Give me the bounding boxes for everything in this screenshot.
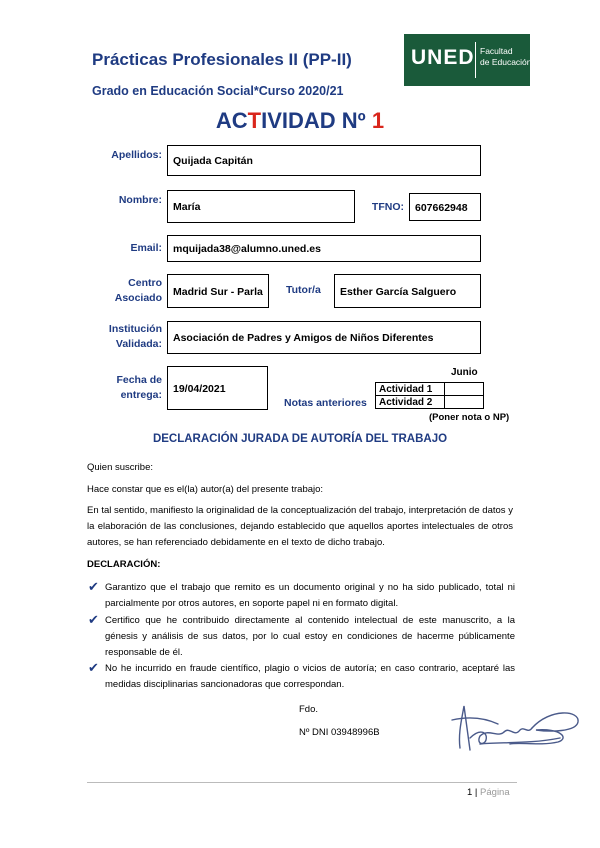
nombre-label: Nombre: <box>118 194 162 206</box>
centro-field[interactable]: Madrid Sur - Parla <box>167 274 269 308</box>
page-title: Prácticas Profesionales II (PP-II) <box>92 50 352 69</box>
declaracion-label: DECLARACIÓN: <box>87 559 161 570</box>
check-icon: ✔ <box>88 612 99 627</box>
activity-number: 1 <box>371 108 385 133</box>
tutor-label: Tutor/a <box>286 284 321 296</box>
check-icon: ✔ <box>88 579 99 594</box>
logo-faculty-line-2: de Educación <box>480 57 532 67</box>
declaration-item-3: No he incurrido en fraude científico, plagio o vicios de autoría; en caso contrario, aceptaré las medidas disciplinarias sancionadoras que correspondan. <box>105 663 515 690</box>
hace-constar: Hace constar que es el(la) autor(a) del presente trabajo: <box>87 484 324 495</box>
fecha-label-line-1: Fecha de <box>116 374 162 386</box>
notas-label: Notas anteriores <box>284 397 367 409</box>
logo-faculty <box>480 46 532 68</box>
signature-image <box>440 698 590 758</box>
institucion-field[interactable]: Asociación de Padres y Amigos de Niños Diferentes <box>167 321 481 354</box>
fecha-field[interactable]: 19/04/2021 <box>167 366 268 410</box>
actividad-2-label: Actividad 2 <box>376 396 445 409</box>
declaration-paragraph: En tal sentido, manifiesto la originalidad de la conceptualización del trabajo, interpretación de datos y la elaboración de las conclusiones, dejando establecido que aquellos aportes intelectuales de otros autores, se han referenciado debidamente en el texto de dicho trabajo. <box>87 505 513 548</box>
uned-logo <box>404 34 530 86</box>
centro-label-line-1: Centro <box>128 277 162 289</box>
declaration-item-1: Garantizo que el trabajo que remito es un documento original y no ha sido publicado, total ni parcialmente por otros autores, en soporte papel ni en formato digital. <box>105 582 515 609</box>
institucion-label-line-1: Institución <box>108 323 162 335</box>
page-subtitle: Grado en Educación Social*Curso 2020/21 <box>92 84 344 98</box>
notas-row-1 <box>376 383 484 396</box>
fdo-label: Fdo. <box>299 704 319 715</box>
page-word: Página <box>480 787 510 798</box>
logo-faculty-line-1: Facultad <box>480 46 513 56</box>
check-icon: ✔ <box>88 660 99 675</box>
declaration-heading: DECLARACIÓN JURADA DE AUTORÍA DEL TRABAJO <box>152 433 448 445</box>
tfno-field[interactable]: 607662948 <box>409 193 481 221</box>
email-field[interactable]: mquijada38@alumno.uned.es <box>167 235 481 262</box>
activity-prefix: AC <box>215 108 248 133</box>
footer-divider <box>87 782 517 783</box>
page-footer <box>467 787 510 798</box>
email-label: Email: <box>130 242 162 254</box>
notas-hint: (Poner nota o NP) <box>429 412 510 423</box>
centro-label <box>80 276 162 306</box>
logo-text: UNED <box>411 46 475 69</box>
page-number: 1 <box>467 787 473 798</box>
actividad-2-grade[interactable] <box>445 396 484 409</box>
logo-divider <box>475 42 476 78</box>
quien-suscribe: Quien suscribe: <box>87 462 154 473</box>
activity-middle: IVIDAD Nº <box>261 108 372 133</box>
fecha-label <box>80 373 162 403</box>
notas-table <box>375 382 484 409</box>
centro-label-line-2: Asociado <box>114 292 162 304</box>
institucion-label-line-2: Validada: <box>115 338 162 350</box>
apellidos-field[interactable]: Quijada Capitán <box>167 145 481 176</box>
actividad-1-grade[interactable] <box>445 383 484 396</box>
fecha-label-line-2: entrega: <box>120 389 162 401</box>
activity-title <box>0 108 600 134</box>
apellidos-label: Apellidos: <box>111 149 162 161</box>
notas-column-header: Junio <box>451 367 478 378</box>
institucion-label <box>80 322 162 352</box>
declaration-item-2: Certifico que he contribuido directamente al contenido intelectual de este manuscrito, a la génesis y análisis de sus datos, por lo cual estoy en condiciones de hacerme públicamente responsable de él. <box>105 615 515 658</box>
activity-highlight: T <box>247 108 262 133</box>
nombre-field[interactable]: María <box>167 190 355 223</box>
footer-separator: | <box>472 787 481 798</box>
dni-text: Nº DNI 03948996B <box>299 727 380 738</box>
actividad-1-label: Actividad 1 <box>376 383 445 396</box>
tutor-field[interactable]: Esther García Salguero <box>334 274 481 308</box>
notas-row-2 <box>376 396 484 409</box>
tfno-label: TFNO: <box>371 201 404 213</box>
